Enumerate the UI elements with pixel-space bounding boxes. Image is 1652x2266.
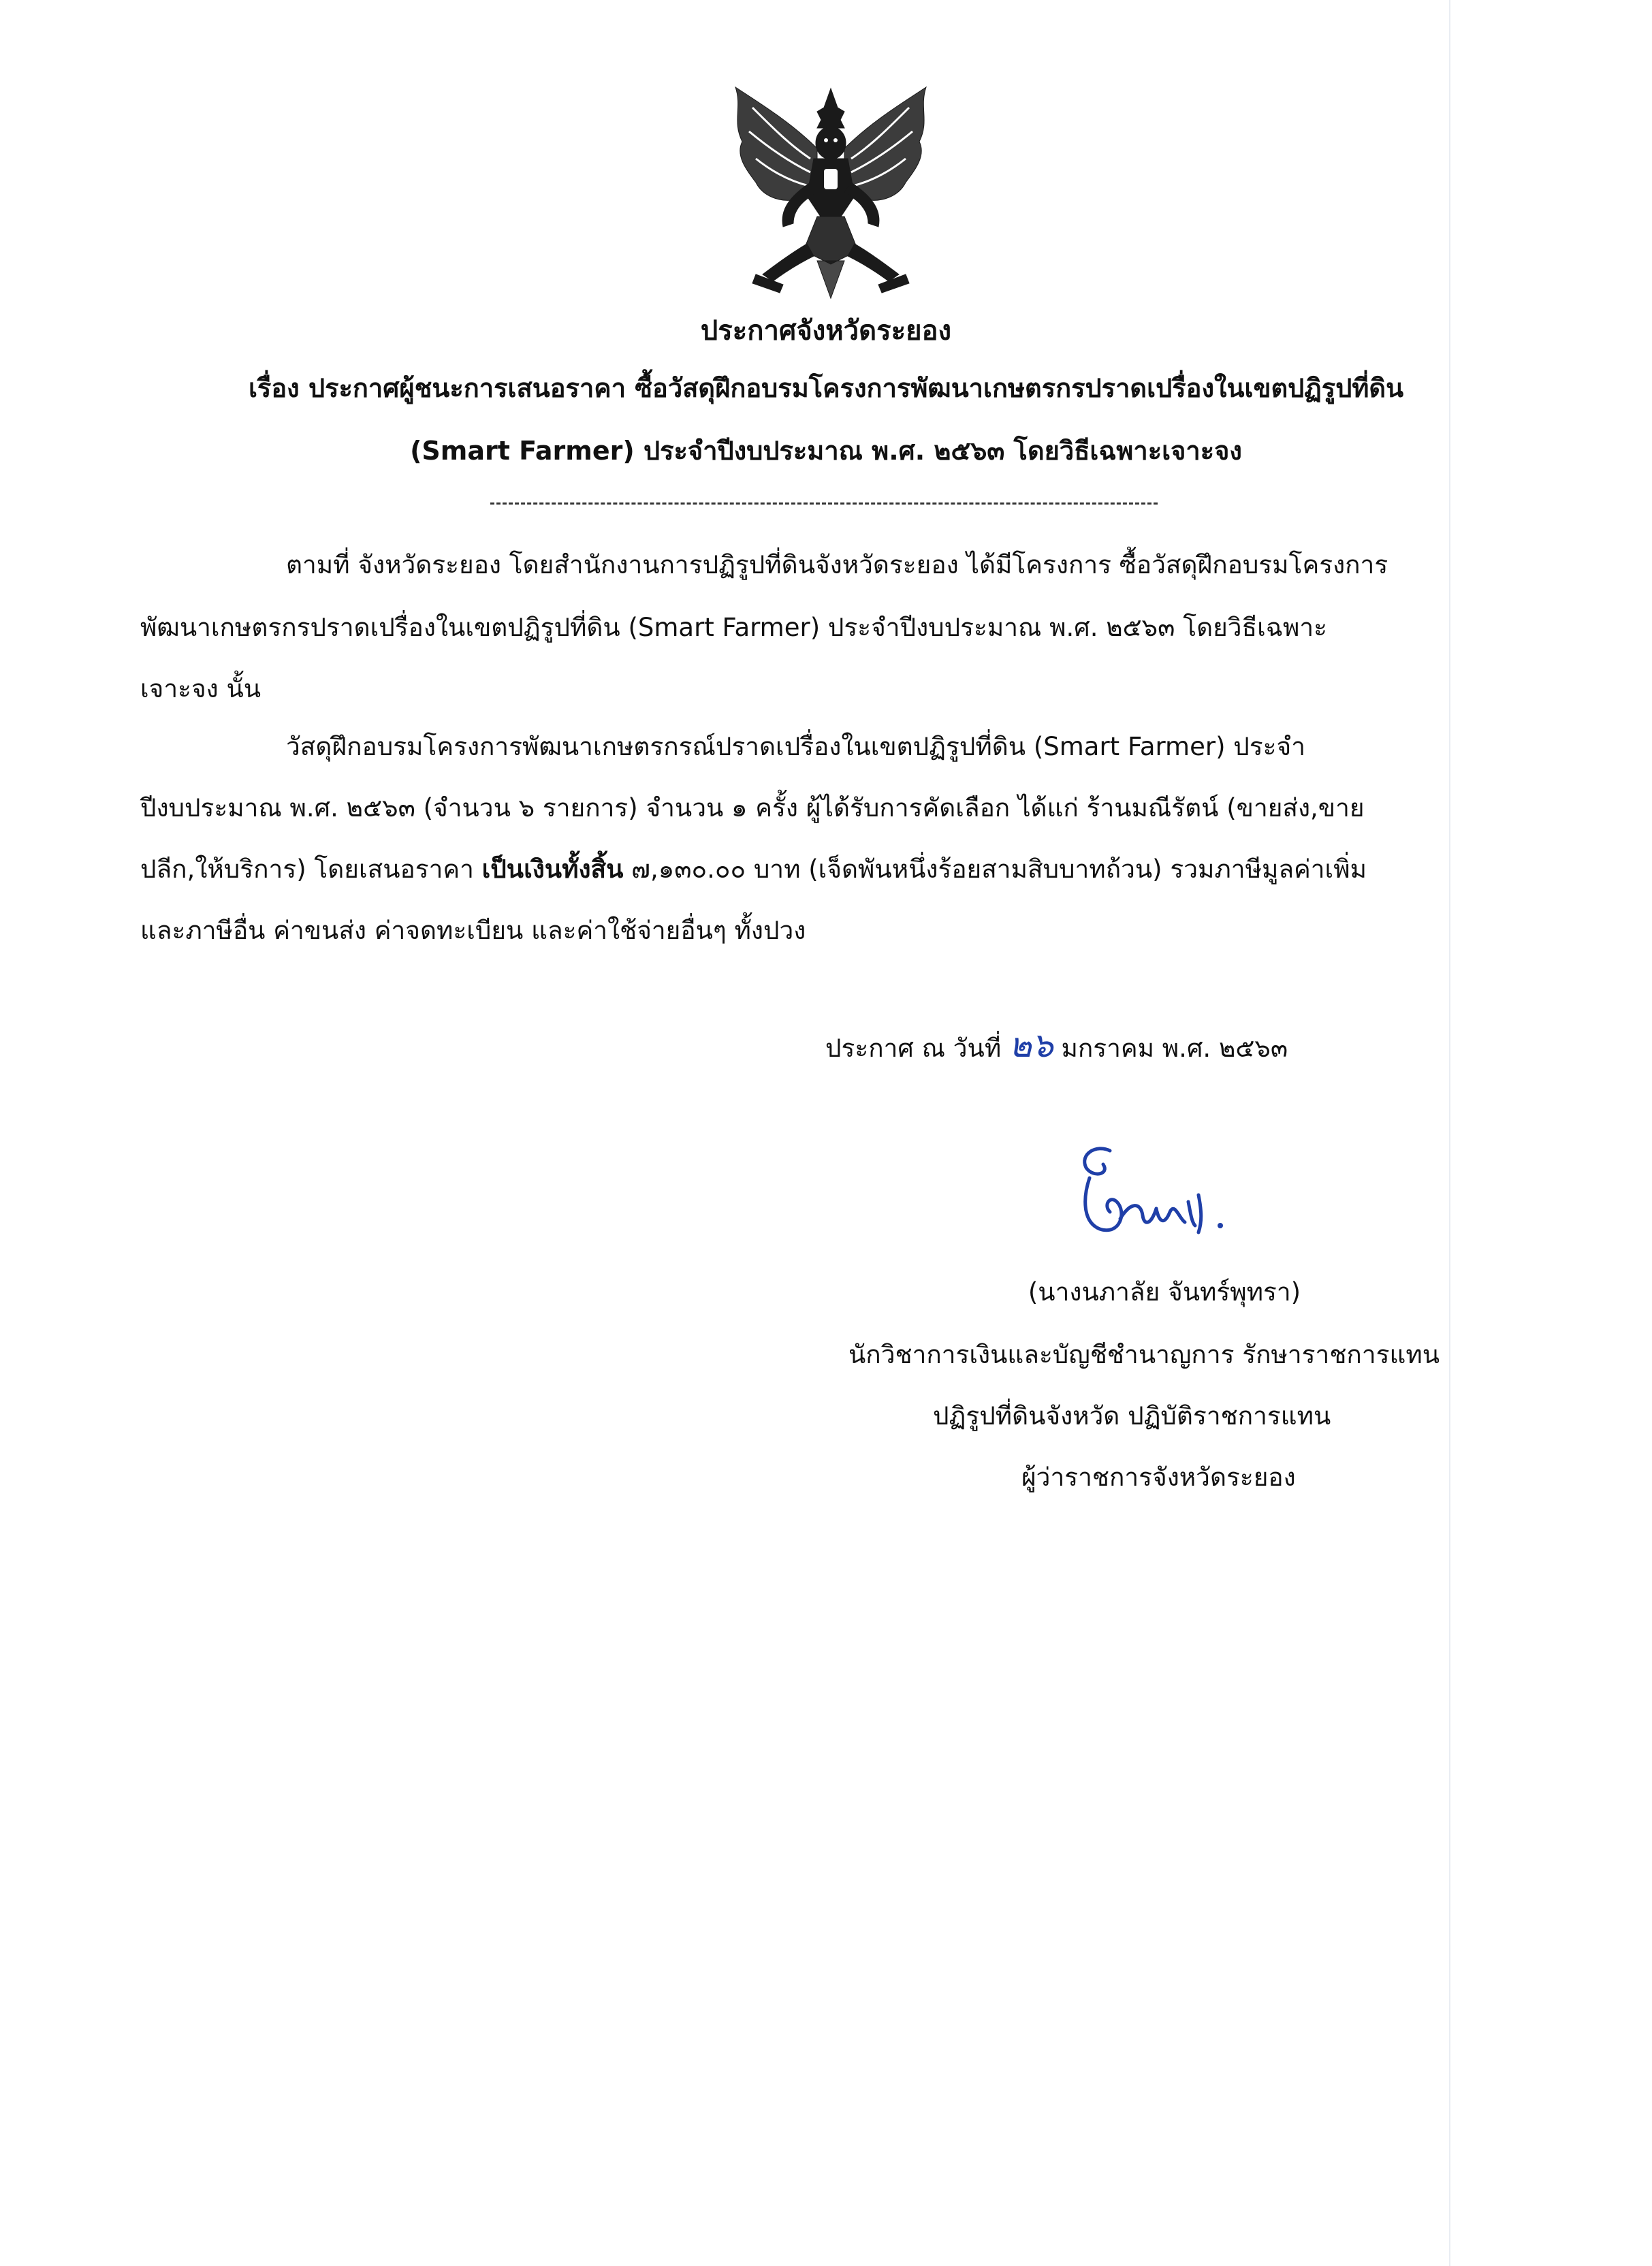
paragraph1-line1: ตามที่ จังหวัดระยอง โดยสำนักงานการปฏิรูปที่ดินจังหวัดระยอง ได้มีโครงการ ซื้อวัสดุฝึกอบรมโครงการ [286,550,1388,579]
paragraph2-line3 [140,855,1367,884]
date-prefix: ประกาศ ณ วันที่ [825,1034,1002,1063]
signatory-position2: ปฏิรูปที่ดินจังหวัด ปฏิบัติราชการแทน [933,1401,1331,1431]
paragraph2-total-label: เป็นเงินทั้งสิ้น [481,855,624,884]
signatory-name: (นางนภาลัย จันทร์พุทรา) [1028,1277,1301,1307]
announcement-date [825,1025,1288,1066]
paragraph2-line1: วัสดุฝึกอบรมโครงการพัฒนาเกษตรกรณ์ปราดเปรื่องในเขตปฏิรูปที่ดิน (Smart Farmer) ประจำ [286,732,1305,761]
paragraph2-line2: ปีงบประมาณ พ.ศ. ๒๕๖๓ (จำนวน ๖ รายการ) จำนวน ๑ ครั้ง ผู้ได้รับการคัดเลือก ได้แก่ ร้านมณีรัตน์ (ขายส่ง,ขาย [140,793,1365,823]
document-title: ประกาศจังหวัดระยอง [700,315,952,347]
date-suffix: มกราคม พ.ศ. ๒๕๖๓ [1061,1034,1288,1063]
paragraph2-line3-c: ๗,๑๓๐.๐๐ บาท (เจ็ดพันหนึ่งร้อยสามสิบบาทถ้วน) รวมภาษีมูลค่าเพิ่ม [623,855,1367,884]
paragraph2-line4: และภาษีอื่น ค่าขนส่ง ค่าจดทะเบียน และค่าใช้จ่ายอื่นๆ ทั้งปวง [140,916,806,945]
paragraph1-line3: เจาะจง นั้น [140,674,261,703]
title-divider [490,502,1158,505]
paragraph1-line2: พัฒนาเกษตรกรปราดเปรื่องในเขตปฏิรูปที่ดิน (Smart Farmer) ประจำปีงบประมาณ พ.ศ. ๒๕๖๓ โดยวิธีเฉพาะ [140,613,1328,642]
garuda-emblem-icon [715,80,947,305]
signatory-position1: นักวิชาการเงินและบัญชีชำนาญการ รักษาราชการแทน [848,1340,1440,1369]
subject-line-2: (Smart Farmer) ประจำปีงบประมาณ พ.ศ. ๒๕๖๓ โดยวิธีเฉพาะเจาะจง [410,436,1242,466]
signatory-position3: ผู้ว่าราชการจังหวัดระยอง [1021,1463,1296,1492]
paragraph2-line3-a: ปลีก,ให้บริการ) โดยเสนอราคา [140,855,482,884]
subject-line-1: เรื่อง ประกาศผู้ชนะการเสนอราคา ซื้อวัสดุฝึกอบรมโครงการพัฒนาเกษตรกรปราดเปรื่องในเขตปฏิรูปที่ดิน [248,373,1404,403]
date-day: ๒๖ [1008,1025,1053,1065]
handwritten-signature-icon [1062,1137,1239,1246]
